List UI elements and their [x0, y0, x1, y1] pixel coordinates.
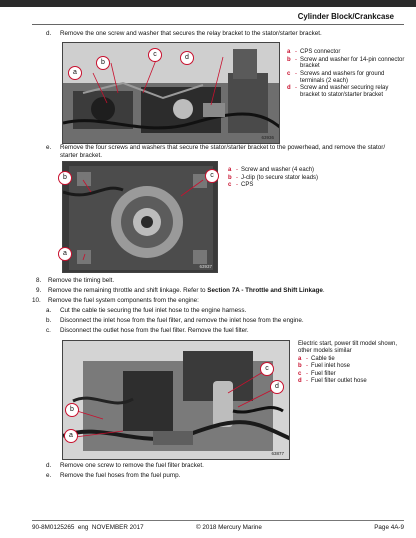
legend-item: b - Screw and washer for 14-pin connector bracket: [287, 56, 405, 70]
doc-date: NOVEMBER 2017: [91, 524, 144, 531]
step-text: Remove the fuel hoses from the fuel pump.: [60, 472, 181, 479]
step-label: 8.: [36, 277, 42, 284]
step-d-filter-bracket: [46, 462, 406, 471]
legend-item: b - J-clip (to secure stator leads): [228, 174, 319, 181]
header-rule: [32, 24, 404, 25]
step-text: Remove the timing belt.: [48, 277, 115, 284]
step-text: Disconnect the inlet hose from the fuel filter, and remove the inlet hose from the engine.: [60, 317, 304, 324]
step-text: Disconnect the outlet hose from the fuel filter. Remove the fuel filter.: [60, 327, 249, 334]
page-header-title: Cylinder Block/Crankcase: [297, 12, 394, 21]
legend-item: c - Fuel filter: [298, 370, 336, 377]
callout-a: a: [58, 247, 72, 261]
footer-copyright: © 2018 Mercury Marine: [196, 524, 262, 531]
step-e-stator-bracket: [46, 144, 408, 162]
doc-number: 90-8M0125265: [32, 524, 75, 531]
stator-photo-illustration: [63, 162, 218, 273]
callout-b: b: [65, 403, 79, 417]
callout-c: c: [205, 169, 219, 183]
legend-item: b - Fuel inlet hose: [298, 363, 351, 370]
callout-b: b: [96, 56, 110, 70]
step-label: d.: [46, 30, 52, 37]
callout-d: d: [180, 51, 194, 65]
callout-b: b: [58, 171, 72, 185]
legend-item: a - Cable tie: [298, 355, 335, 362]
callout-c: c: [260, 362, 274, 376]
callout-c: c: [148, 48, 162, 62]
step-d-relay-screw: [46, 30, 406, 39]
figure-3-legend: [298, 341, 408, 386]
step-10-fuel-system: [32, 297, 406, 306]
figure-note: Electric start, power tilt model shown, other models similar: [298, 341, 398, 354]
step-label: 10.: [32, 297, 41, 304]
figure-2-photo: [62, 161, 218, 273]
step-label: c.: [46, 327, 51, 334]
step-label: d.: [46, 462, 52, 469]
step-label: 9.: [36, 287, 42, 294]
step-a-cable-tie: [46, 307, 406, 316]
doc-language: eng: [77, 524, 89, 531]
callout-d: d: [270, 380, 284, 394]
step-text: Cut the cable tie securing the fuel inlet hose to the engine harness.: [60, 307, 247, 314]
footer-page-number: Page 4A-9: [374, 524, 404, 531]
legend-item: c - Screws and washers for ground terminals (2 each): [287, 70, 385, 84]
step-9-throttle-linkage: [36, 287, 406, 296]
legend-item: c - CPS: [228, 182, 254, 189]
step-8-timing-belt: [36, 277, 406, 286]
step-text-line-2: starter bracket.: [60, 152, 102, 160]
step-text: Remove the remaining throttle and shift linkage. Refer to Section 7A - Throttle and Shift Linkage.: [48, 287, 325, 294]
section-reference: Section 7A - Throttle and Shift Linkage: [207, 287, 323, 294]
step-text: Remove the one screw and washer that secures the relay bracket to the stator/starter bracket.: [60, 30, 322, 37]
figure-1-photo: [62, 42, 280, 144]
engine-photo-illustration: [63, 43, 280, 144]
step-text: Remove the fuel system components from the engine:: [48, 297, 199, 304]
figure-3-photo: [62, 340, 290, 460]
legend-item: d - Screw and washer securing relay bracket to stator/starter bracket: [287, 85, 389, 99]
footer-rule: [32, 520, 404, 521]
step-text: Remove one screw to remove the fuel filter bracket.: [60, 462, 204, 469]
figure-2-legend: [228, 167, 378, 190]
step-b-inlet-hose: [46, 317, 406, 326]
step-e-fuel-hoses: [46, 472, 406, 481]
figure-1-legend: [287, 49, 405, 100]
callout-a: a: [64, 429, 78, 443]
legend-item: a - CPS connector: [287, 49, 341, 55]
figure-ref-number: 63877: [271, 451, 284, 456]
step-label: a.: [46, 307, 52, 314]
step-c-outlet-hose: [46, 327, 406, 336]
step-text-line-1: Remove the four screws and washers that secure the stator/starter bracket to the powerhead, and remove the stator/: [60, 144, 386, 151]
footer-doc-info: [32, 524, 144, 531]
figure-ref-number: 63936: [261, 135, 274, 140]
step-label: e.: [46, 472, 52, 479]
fuel-system-photo-illustration: [63, 341, 290, 460]
legend-item: d - Fuel filter outlet hose: [298, 378, 367, 385]
legend-item: a - Screw and washer (4 each): [228, 167, 315, 173]
callout-a: a: [68, 66, 82, 80]
step-label: e.: [46, 144, 52, 151]
figure-ref-number: 63937: [199, 264, 212, 269]
header-bar: [0, 0, 416, 7]
step-label: b.: [46, 317, 52, 324]
